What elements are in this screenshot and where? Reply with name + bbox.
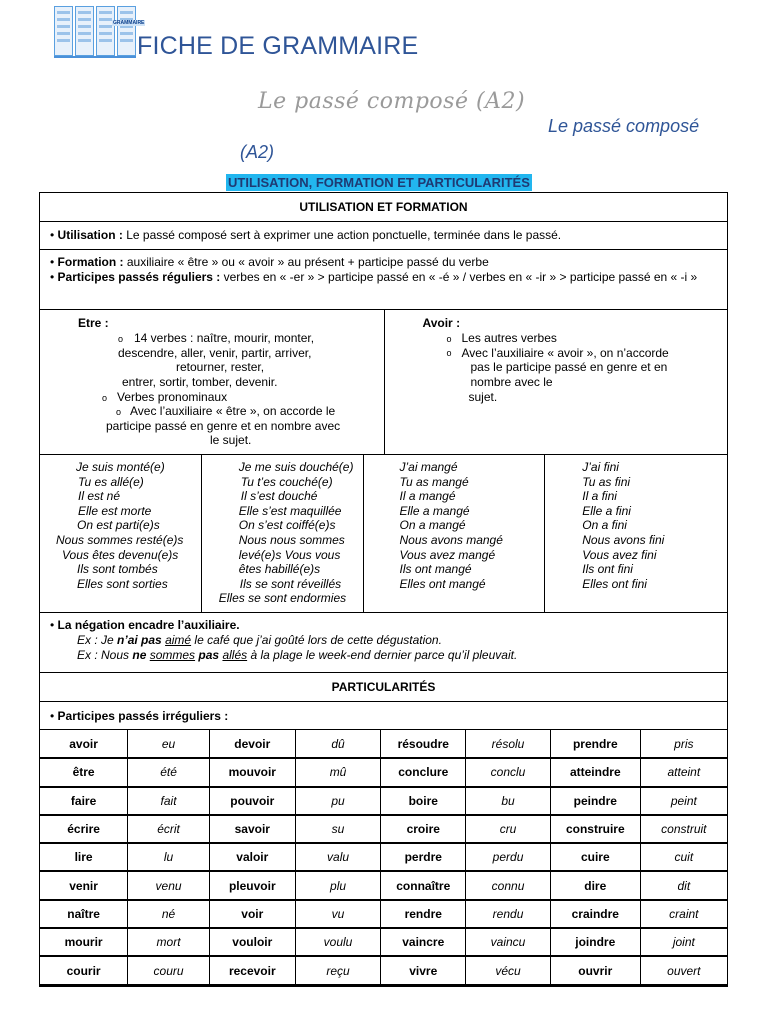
negation-example-1 — [50, 633, 717, 648]
infinitive-cell: cuire — [550, 843, 640, 871]
particularites-heading: PARTICULARITÉS — [40, 673, 727, 702]
infinitive-cell: écrire — [40, 815, 128, 843]
logo — [54, 6, 145, 58]
conjugaison-line: Ils se sont réveillés — [239, 576, 342, 591]
conjugaison-line: Elle est morte — [78, 503, 152, 518]
participle-cell: couru — [128, 956, 210, 984]
table-row — [40, 928, 727, 956]
subtitle-a: Le passé composé — [548, 116, 700, 136]
infinitive-cell: valoir — [209, 843, 295, 871]
participle-cell: mort — [128, 928, 210, 956]
infinitive-cell: naître — [40, 900, 128, 928]
conjugaison-line: Nous sommes resté(e)s — [56, 532, 184, 547]
infinitive-cell: joindre — [550, 928, 640, 956]
conjugaison-line: On est parti(e)s — [77, 518, 160, 533]
infinitive-cell: dire — [550, 871, 640, 899]
participle-cell: écrit — [128, 815, 210, 843]
participle-cell: pris — [640, 730, 727, 758]
participle-cell: connu — [466, 871, 551, 899]
circle-bullet-icon: o — [446, 334, 452, 344]
etre-line: Avec l’auxiliaire « être », on accorde le — [130, 404, 336, 418]
participle-cell: dû — [295, 730, 381, 758]
infinitive-cell: ouvrir — [550, 956, 640, 984]
etre-line: 14 verbes : naître, mourir, monter, — [134, 331, 315, 345]
participle-cell: joint — [640, 928, 727, 956]
infinitive-cell: prendre — [550, 730, 640, 758]
table-row — [40, 815, 727, 843]
reguliers-text: verbes en « -er » > participe passé en « -é » / verbes en « -ir » > participe passé en « -i » — [220, 270, 698, 284]
participle-cell: eu — [128, 730, 210, 758]
infinitive-cell: boire — [381, 787, 466, 815]
formation-text: auxiliaire « être » ou « avoir » au présent + participe passé du verbe — [123, 255, 489, 269]
participle-cell: vaincu — [466, 928, 551, 956]
conjugaison-line: J’ai fini — [582, 460, 619, 474]
conjugaison-line: Elles ont mangé — [399, 576, 486, 591]
conjugaison-line: Vous avez fini — [582, 547, 657, 562]
avoir-column — [384, 310, 728, 454]
infinitive-cell: vouloir — [209, 928, 295, 956]
infinitive-cell: croire — [381, 815, 466, 843]
infinitive-cell: recevoir — [209, 956, 295, 984]
conjugaison-line: Il est né — [78, 489, 121, 504]
negation-ne: ne — [132, 648, 147, 662]
conjugaison-line: Il a mangé — [399, 489, 456, 504]
negation-example-2 — [50, 648, 717, 663]
conjugaison-line: Tu t’es couché(e) — [240, 474, 333, 489]
logo-thumbnail — [117, 6, 136, 56]
conjugaisons-row — [40, 455, 727, 613]
conjugaison-line: Je suis monté(e) — [76, 460, 165, 474]
conjugaison-line: Il s’est douché — [240, 489, 318, 504]
participle-cell: voulu — [295, 928, 381, 956]
participle-cell: vécu — [466, 956, 551, 984]
table-row — [40, 843, 727, 871]
infinitive-cell: mourir — [40, 928, 128, 956]
infinitive-cell: devoir — [209, 730, 295, 758]
infinitive-cell: pleuvoir — [209, 871, 295, 899]
infinitive-cell: atteindre — [550, 758, 640, 786]
formation-label: Formation : — [57, 255, 124, 269]
participle-cell: dit — [640, 871, 727, 899]
etre-title: Etre : — [78, 316, 109, 330]
example-text: Ex : Je — [77, 633, 118, 647]
conjugaison-finir-column — [544, 455, 727, 612]
conjugaison-line: Tu as fini — [582, 474, 631, 489]
reguliers-label: Participes passés réguliers : — [57, 270, 221, 284]
table-row — [40, 730, 727, 758]
logo-thumbnail — [96, 6, 115, 56]
conjugaison-line: Tu as mangé — [399, 474, 469, 489]
conjugaison-line: Elles sont sorties — [77, 576, 168, 591]
utilisation-heading: UTILISATION ET FORMATION — [40, 193, 727, 222]
section-title: UTILISATION, FORMATION ET PARTICULARITÉS — [228, 175, 530, 190]
conjugaison-line: Elles se sont endormies — [218, 591, 347, 606]
participle-cell: conclu — [466, 758, 551, 786]
avoir-line: Les autres verbes — [461, 331, 557, 345]
etre-line: entrer, sortir, tomber, devenir. — [122, 375, 278, 389]
conjugaison-line: levé(e)s Vous vous — [238, 547, 341, 562]
avoir-line: sujet. — [468, 390, 498, 404]
participle: aimé — [165, 633, 192, 647]
infinitive-cell: construire — [550, 815, 640, 843]
participle-cell: cuit — [640, 843, 727, 871]
avoir-line: Avec l’auxiliaire « avoir », on n’accorde — [461, 346, 669, 360]
example-text: à la plage le week-end dernier parce qu’il pleuvait. — [247, 648, 518, 662]
negation-label: La négation encadre l’auxiliaire. — [57, 618, 240, 632]
logo-thumbnail — [75, 6, 94, 56]
conjugaison-avoir-column — [363, 455, 545, 612]
auxiliaires-row — [40, 310, 727, 455]
utilisation-row: • Utilisation : Le passé composé sert à exprimer une action ponctuelle, terminée dans le passé. — [40, 222, 727, 250]
participle-cell: ouvert — [640, 956, 727, 984]
conjugaison-line: On s’est coiffé(e)s — [238, 518, 336, 533]
irreguliers-table-wrapper — [40, 730, 727, 986]
participle-cell: construit — [640, 815, 727, 843]
negation-pas: pas — [198, 648, 220, 662]
conjugaison-line: Tu es allé(e) — [78, 474, 144, 489]
participle-cell: vu — [295, 900, 381, 928]
etre-column — [40, 310, 384, 454]
infinitive-cell: conclure — [381, 758, 466, 786]
etre-line: descendre, aller, venir, partir, arriver, — [118, 346, 312, 360]
infinitive-cell: lire — [40, 843, 128, 871]
avoir-line: nombre avec le — [470, 375, 553, 389]
infinitive-cell: savoir — [209, 815, 295, 843]
circle-bullet-icon: o — [116, 407, 122, 417]
participle-cell: mû — [295, 758, 381, 786]
negation-pas: pas — [141, 633, 162, 647]
logo-thumbnail — [54, 6, 73, 56]
conjugaison-line: Ils ont mangé — [399, 562, 472, 577]
subtitle-b: (A2) — [240, 142, 275, 162]
conjugaison-line: Nous nous sommes — [238, 532, 345, 547]
conjugaison-line: Ils sont tombés — [77, 562, 158, 577]
participle-cell: lu — [128, 843, 210, 871]
table-row — [40, 758, 727, 786]
example-text: Ex : Nous — [77, 648, 133, 662]
page-title: FICHE DE GRAMMAIRE — [137, 32, 419, 60]
infinitive-cell: vivre — [381, 956, 466, 984]
conjugaison-line: Vous avez mangé — [399, 547, 496, 562]
conjugaison-line: J’ai mangé — [399, 460, 458, 474]
infinitive-cell: pouvoir — [209, 787, 295, 815]
formation-row: • Formation : auxiliaire « être » ou « avoir » au présent + participe passé du verbe • Participes passés réguliers : verbes en « -er » > participe passé en « -é » / verbes en « -ir » > participe passé en « -i » — [40, 250, 727, 310]
participle-cell: atteint — [640, 758, 727, 786]
participle-cell: reçu — [295, 956, 381, 984]
infinitive-cell: craindre — [550, 900, 640, 928]
participle: allés — [222, 648, 248, 662]
conjugaison-line: Nous avons fini — [582, 532, 665, 547]
irreguliers-row: • Participes passés irréguliers : — [40, 702, 727, 730]
script-title: Le passé composé (A2) — [258, 89, 526, 114]
participle-cell: venu — [128, 871, 210, 899]
etre-line: Verbes pronominaux — [117, 390, 228, 404]
utilisation-label: Utilisation : — [57, 228, 123, 242]
conjugaison-line: On a mangé — [399, 518, 466, 533]
infinitive-cell: venir — [40, 871, 128, 899]
circle-bullet-icon: o — [102, 393, 108, 403]
infinitive-cell: être — [40, 758, 128, 786]
conjugaison-line: Elles ont fini — [582, 576, 647, 591]
table-row — [40, 956, 727, 984]
negation-ne: n’ — [117, 633, 128, 647]
conjugaison-line: Elle s’est maquillée — [238, 503, 342, 518]
infinitive-cell: résoudre — [381, 730, 466, 758]
infinitive-cell: faire — [40, 787, 128, 815]
conjugaison-line: Elle a fini — [582, 503, 631, 518]
irreguliers-table — [40, 730, 727, 986]
table-row — [40, 871, 727, 899]
participle-cell: craint — [640, 900, 727, 928]
negation-row: • La négation encadre l’auxiliaire. Ex : Je n’ai pas aimé le café que j’ai goûté lors de cette dégustation. Ex : Nous ne sommes pas allés à la plage le week-end dernier parce qu’il pleuvait. — [40, 613, 727, 673]
irreguliers-label: Participes passés irréguliers : — [57, 709, 229, 723]
logo-text: GRAMMAIRE — [113, 20, 145, 26]
participle-cell: cru — [466, 815, 551, 843]
circle-bullet-icon: o — [446, 348, 452, 358]
table-row — [40, 900, 727, 928]
conjugaison-etre-column — [40, 455, 201, 612]
conjugaison-line: Elle a mangé — [399, 503, 470, 518]
participle-cell: su — [295, 815, 381, 843]
infinitive-cell: vaincre — [381, 928, 466, 956]
infinitive-cell: courir — [40, 956, 128, 984]
utilisation-text: Le passé composé sert à exprimer une action ponctuelle, terminée dans le passé. — [122, 228, 562, 242]
participle-cell: été — [128, 758, 210, 786]
conjugaison-line: Il a fini — [582, 489, 617, 504]
etre-line: le sujet. — [210, 433, 252, 447]
infinitive-cell: connaître — [381, 871, 466, 899]
participle-cell: né — [128, 900, 210, 928]
avoir-title: Avoir : — [422, 316, 461, 330]
conjugaison-line: On a fini — [582, 518, 627, 533]
participle-cell: bu — [466, 787, 551, 815]
auxiliary: sommes — [149, 648, 196, 662]
participle-cell: pu — [295, 787, 381, 815]
example-text: le café que j’ai goûté lors de cette dégustation. — [191, 633, 442, 647]
conjugaison-pronominal-column — [201, 455, 363, 612]
etre-line: participe passé en genre et en nombre avec — [106, 419, 341, 433]
participle-cell: peint — [640, 787, 727, 815]
conjugaison-line: Ils ont fini — [582, 562, 633, 577]
conjugaison-line: Nous avons mangé — [399, 532, 503, 547]
conjugaison-line: Vous êtes devenu(e)s — [62, 547, 179, 562]
participle-cell: valu — [295, 843, 381, 871]
infinitive-cell: voir — [209, 900, 295, 928]
circle-bullet-icon: o — [118, 334, 124, 344]
participle-cell: fait — [128, 787, 210, 815]
auxiliary: ai — [127, 633, 138, 647]
conjugaison-line: Je me suis douché(e) — [238, 460, 354, 474]
infinitive-cell: perdre — [381, 843, 466, 871]
conjugaison-line: êtes habillé(e)s — [238, 562, 321, 577]
avoir-line: pas le participe passé en genre et en — [470, 360, 668, 374]
infinitive-cell: mouvoir — [209, 758, 295, 786]
etre-line: retourner, rester, — [176, 360, 265, 374]
infinitive-cell: avoir — [40, 730, 128, 758]
grammar-sheet — [39, 192, 728, 987]
participle-cell: perdu — [466, 843, 551, 871]
infinitive-cell: rendre — [381, 900, 466, 928]
participle-cell: rendu — [466, 900, 551, 928]
table-row — [40, 787, 727, 815]
infinitive-cell: peindre — [550, 787, 640, 815]
participle-cell: plu — [295, 871, 381, 899]
participle-cell: résolu — [466, 730, 551, 758]
